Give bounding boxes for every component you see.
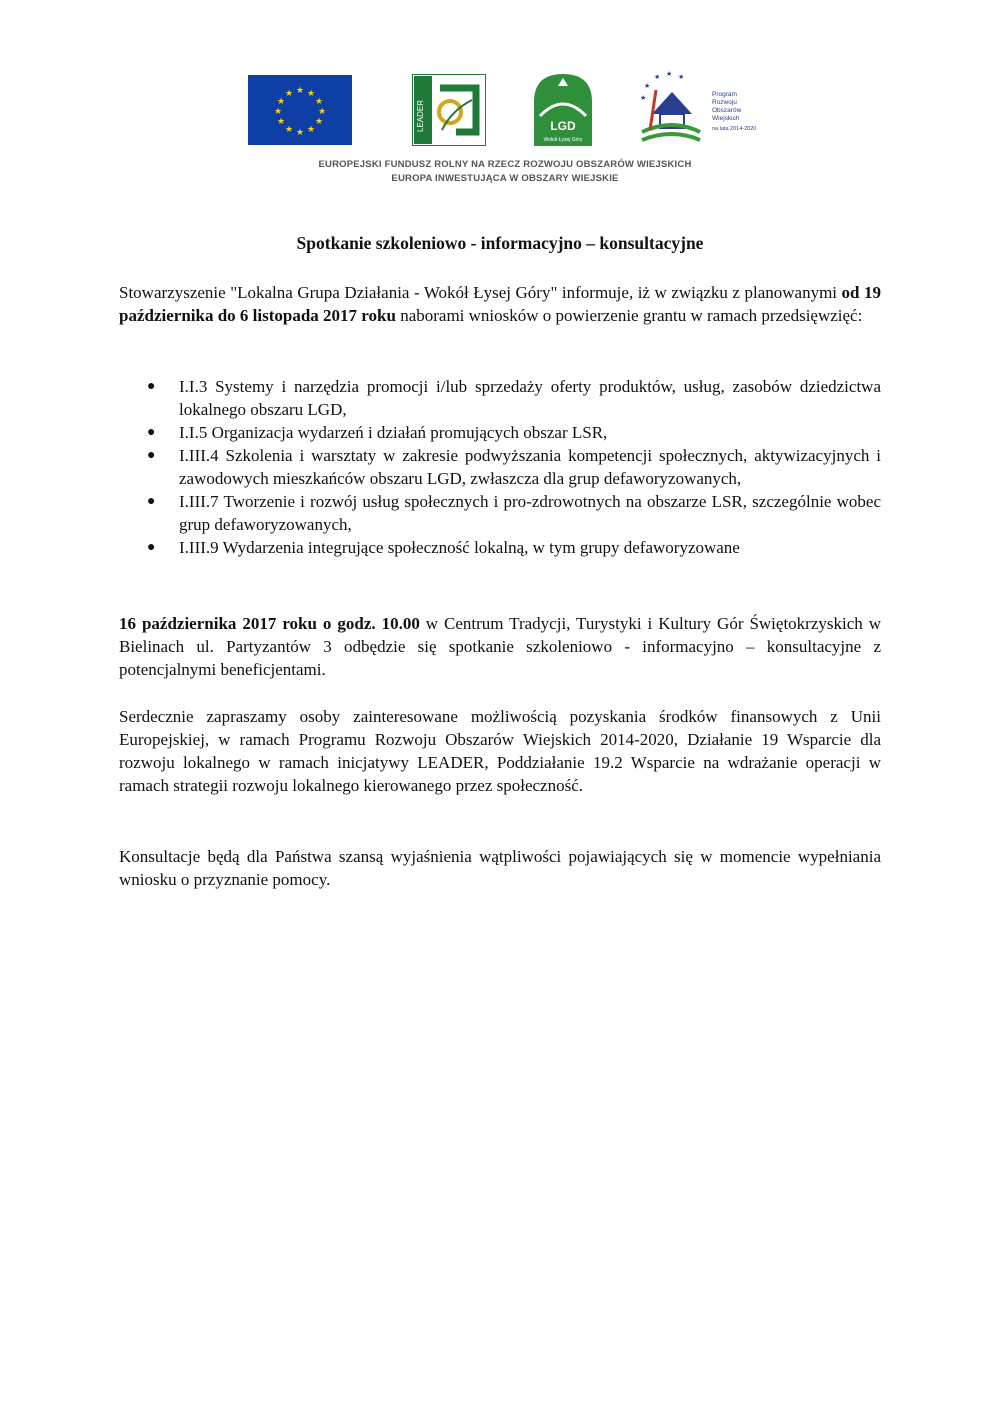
leader-logo	[412, 74, 486, 146]
undertakings-list	[119, 375, 881, 559]
prow-logo-line3: Obszarów	[712, 107, 742, 114]
logo-band	[246, 70, 756, 150]
prow-logo-line1: Program	[712, 91, 737, 98]
svg-text:★: ★	[314, 97, 324, 107]
consultation-paragraph: Konsultacje będą dla Państwa szansą wyjaśnienia wątpliwości pojawiających się w momencie wypełniania wniosku o przyznanie pomocy.	[119, 847, 881, 889]
list-item: ● I.III.4 Szkolenia i warsztaty w zakresie podwyższania kompetencji społecznych, aktywizacyjnych i zawodowych mieszkańców obszaru LGD, zwłaszcza dla grup defaworyzowanych,	[147, 446, 881, 488]
bullet-icon: ●	[147, 425, 156, 440]
svg-text:★: ★	[284, 125, 294, 135]
bullet-icon: ●	[147, 494, 156, 509]
meeting-details: w Centrum Tradycji, Turystyki i Kultury Gór Świętokrzyskich w Bielinach ul. Partyzantów 3 odbędzie się spotkanie szkoleniowo - informacyjno – konsultacyjne z potencjalnymi beneficjentami.	[119, 614, 881, 679]
intro-text-end: naborami wniosków o powierzenie grantu w ramach przedsięwzięć:	[395, 306, 863, 325]
eu-flag-logo	[248, 75, 352, 145]
intro-text-start: Stowarzyszenie "Lokalna Grupa Działania - Wokół Łysej Góry" informuje, iż w związku z planowanymi	[119, 283, 842, 302]
list-item: ● I.III.7 Tworzenie i rozwój usług społecznych i pro-zdrowotnych na obszarze LSR, szczególnie wobec grup defaworyzowanych,	[147, 492, 881, 534]
svg-text:★: ★	[295, 86, 305, 96]
svg-text:★: ★	[654, 73, 661, 81]
svg-text:★: ★	[295, 128, 305, 138]
intro-paragraph	[119, 281, 881, 327]
svg-text:★: ★	[276, 97, 286, 107]
bullet-icon: ●	[147, 448, 156, 463]
lgd-logo	[532, 72, 594, 148]
svg-text:★: ★	[314, 117, 324, 127]
intro-dates: od 19 października do 6 listopada 2017 roku	[119, 283, 881, 325]
fund-caption	[250, 158, 760, 186]
prow-logo-line2: Rozwoju	[712, 99, 737, 106]
leader-logo-text: LEADER	[416, 99, 425, 132]
bullet-icon: ●	[147, 540, 156, 555]
list-item: ● I.I.5 Organizacja wydarzeń i działań promujących obszar LSR,	[147, 423, 608, 442]
svg-text:★: ★	[644, 82, 651, 90]
lgd-logo-text: LGD	[550, 119, 576, 133]
svg-text:★: ★	[284, 89, 294, 99]
svg-text:★: ★	[640, 94, 647, 102]
document-title: Spotkanie szkoleniowo - informacyjno – konsultacyjne	[296, 233, 704, 253]
bullet-icon: ●	[147, 379, 156, 394]
invitation-paragraph: Serdecznie zapraszamy osoby zainteresowane możliwością pozyskania środków finansowych z Unii Europejskiej, w ramach Programu Rozwoju Obszarów Wiejskich 2014-2020, Działanie 19 Wsparcie dla rozwoju lokalnego w ramach inicjatywy LEADER, Poddziałanie 19.2 Wsparcie na wdrażanie operacji w ramach strategii rozwoju lokalnego kierowanego przez społeczność.	[119, 707, 881, 795]
prow-logo	[638, 70, 756, 148]
fund-caption-line1: EUROPEJSKI FUNDUSZ ROLNY NA RZECZ ROZWOJU OBSZARÓW WIEJSKICH	[318, 159, 692, 170]
svg-text:★: ★	[666, 70, 673, 78]
svg-text:★: ★	[306, 125, 316, 135]
meeting-paragraph	[119, 612, 881, 681]
fund-caption-line2: EUROPA INWESTUJĄCA W OBSZARY WIEJSKIE	[391, 173, 619, 184]
lgd-logo-subtext: Wokół Łysej Góry	[543, 137, 583, 143]
meeting-date: 16 października 2017 roku o godz. 10.00	[119, 614, 420, 633]
svg-text:★: ★	[306, 89, 316, 99]
list-item: ● I.III.9 Wydarzenia integrujące społeczność lokalną, w tym grupy defaworyzowane	[147, 538, 740, 557]
prow-logo-line4: Wiejskich	[712, 115, 740, 122]
svg-text:★: ★	[276, 117, 286, 127]
list-item: ● I.I.3 Systemy i narzędzia promocji i/lub sprzedaży oferty produktów, usług, zasobów dziedzictwa lokalnego obszaru LGD,	[147, 377, 881, 419]
prow-logo-line5: na lata 2014-2020	[712, 126, 756, 132]
svg-text:★: ★	[678, 73, 685, 81]
svg-text:★: ★	[317, 107, 327, 117]
svg-text:★: ★	[273, 107, 283, 117]
